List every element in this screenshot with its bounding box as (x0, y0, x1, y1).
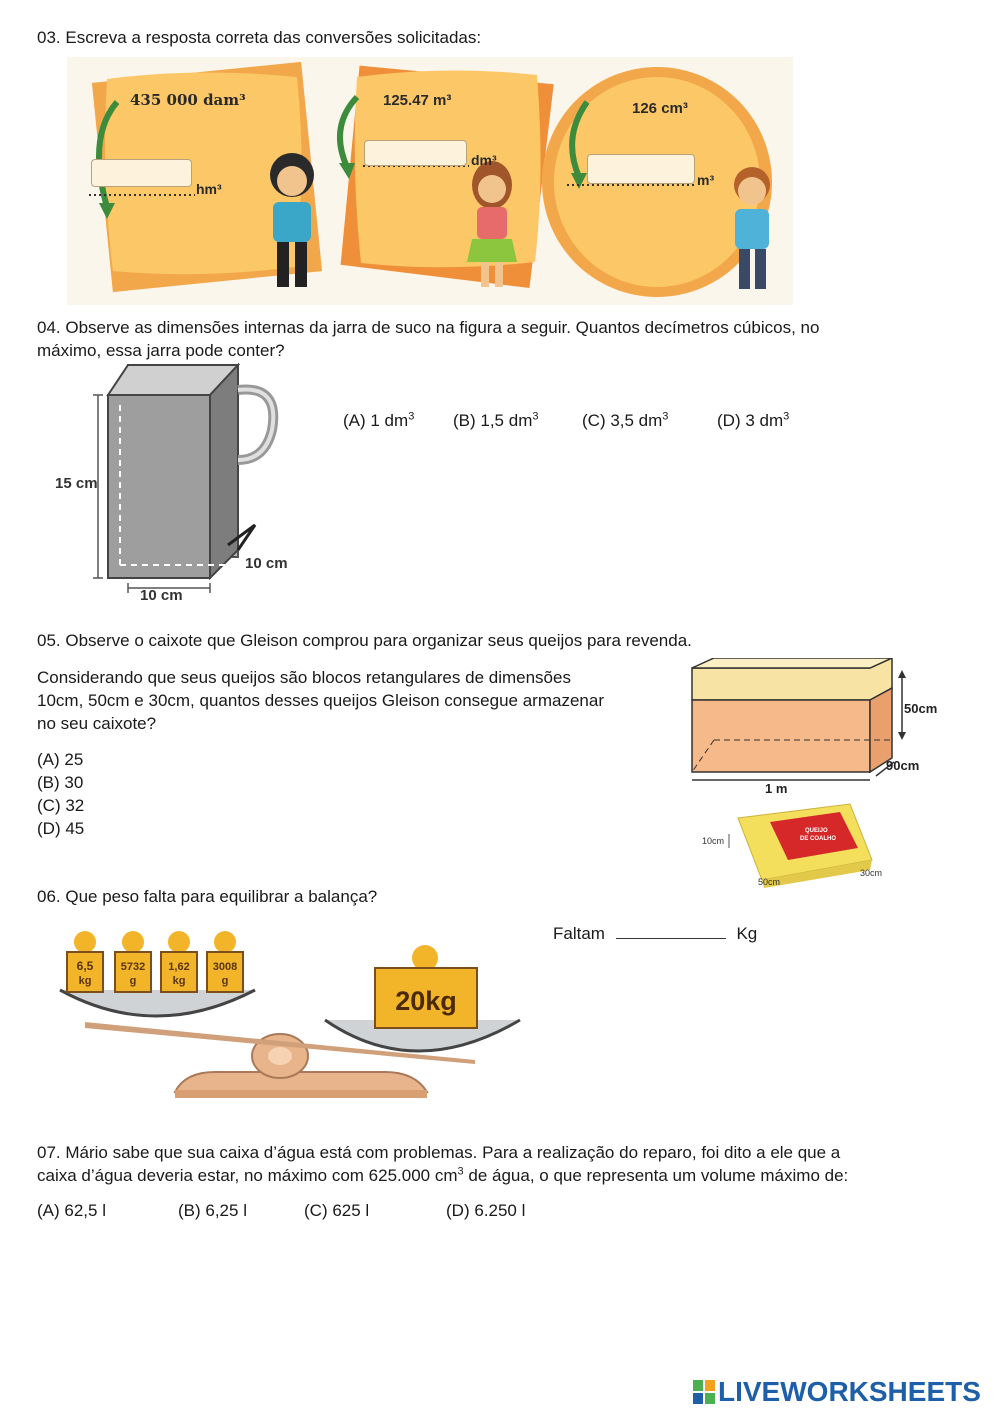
q03-title: 03. Escreva a resposta correta das conversões solicitadas: (37, 28, 482, 47)
q06-weight-3-unit: kg (172, 975, 186, 987)
q07-option-b[interactable]: (B) 6,25 l (178, 1201, 247, 1220)
q07-line2-a: caixa d’água deveria estar, no máximo com 625.000 cm (37, 1166, 458, 1185)
q05-box-depth: 90cm (886, 758, 920, 773)
q05-cheese-label-1: QUEIJO (805, 828, 828, 834)
q06-weight-2-value: 5732 (120, 961, 146, 973)
q03-answer-input-2[interactable] (364, 140, 467, 166)
q03-given-2: 125.47 m³ (383, 92, 452, 109)
q06-answer-suffix: Kg (736, 924, 758, 943)
q06-big-weight-label: 20kg (395, 986, 457, 1016)
q05-option-c[interactable]: (C) 32 (37, 796, 85, 815)
q06-title: 06. Que peso falta para equilibrar a balança? (37, 887, 378, 906)
q05-option-a[interactable]: (A) 25 (37, 750, 84, 769)
q05-cheese-image (700, 800, 895, 892)
liveworksheets-logo (693, 1376, 981, 1408)
q07-option-a[interactable]: (A) 62,5 l (37, 1201, 106, 1220)
q07-line1: 07. Mário sabe que sua caixa d’água está com problemas. Para a realização do reparo, foi dito a ele que a (37, 1143, 841, 1162)
q06-weight-4-unit: g (221, 975, 229, 987)
q03-unit-2: dm³ (471, 152, 497, 168)
q06-answer-input[interactable] (616, 924, 726, 939)
q05-crate-diagram (680, 658, 960, 798)
q07-line2 (37, 1164, 848, 1187)
q05-option-b[interactable]: (B) 30 (37, 773, 84, 792)
q04-title-line2: máximo, essa jarra pode conter? (37, 341, 285, 360)
q04-option-d-text: (D) 3 dm (717, 411, 784, 430)
q04-option-d[interactable] (717, 411, 789, 431)
q05-body-line1: Considerando que seus queijos são blocos retangulares de dimensões (37, 668, 571, 687)
q06-weight-3-value: 1,62 (168, 961, 190, 973)
q04-option-a-text: (A) 1 dm (343, 411, 409, 430)
q07-line2-sup: 3 (457, 1165, 464, 1178)
q06-weight-4-value: 3008 (212, 961, 238, 973)
q04-option-c-sup: 3 (662, 410, 669, 423)
q06-answer-prefix: Faltam (553, 924, 605, 943)
q04-option-b-text: (B) 1,5 dm (453, 411, 533, 430)
q05-cheese-label-2: DE COALHO (800, 836, 836, 842)
q06-answer (553, 922, 757, 945)
q04-dim-width: 10 cm (140, 587, 183, 604)
q05-body-line3: no seu caixote? (37, 714, 157, 733)
q04-title-line1: 04. Observe as dimensões internas da jarra de suco na figura a seguir. Quantos decímetros cúbicos, no (37, 318, 820, 337)
q06-weight-1-unit: kg (78, 975, 92, 987)
q05-box-height: 50cm (904, 701, 938, 716)
q05-cheese-h: 10cm (702, 836, 725, 846)
q06-balance-scale (55, 922, 525, 1130)
q06-weight-2-unit: g (129, 975, 137, 987)
q04-option-a-sup: 3 (408, 410, 415, 423)
q04-option-c[interactable] (582, 411, 668, 431)
q06-weight-1-value: 6,5 (76, 959, 94, 973)
liveworksheets-icon (693, 1380, 715, 1404)
q05-option-d[interactable]: (D) 45 (37, 819, 85, 838)
q04-option-d-sup: 3 (783, 410, 790, 423)
q03-answer-input-3[interactable] (587, 154, 695, 184)
q05-title: 05. Observe o caixote que Gleison comprou para organizar seus queijos para revenda. (37, 631, 692, 650)
q07-line2-b: de água, o que representa um volume máximo de: (463, 1166, 849, 1185)
q04-option-a[interactable] (343, 411, 414, 431)
q05-body-line2: 10cm, 50cm e 30cm, quantos desses queijos Gleison consegue armazenar (37, 691, 604, 710)
q04-option-b-sup: 3 (532, 410, 539, 423)
q03-given-1: 435 000 dam³ (130, 91, 246, 109)
q04-option-b[interactable] (453, 411, 538, 431)
q05-cheese-w: 50cm (758, 877, 781, 887)
q04-option-c-text: (C) 3,5 dm (582, 411, 663, 430)
q03-given-3: 126 cm³ (632, 100, 688, 117)
q03-unit-1: hm³ (196, 181, 222, 197)
q04-jar-diagram (50, 360, 310, 608)
q05-cheese-d: 30cm (860, 868, 883, 878)
q03-unit-3: m³ (697, 172, 715, 188)
q07-option-d[interactable]: (D) 6.250 l (446, 1201, 526, 1220)
q04-dim-depth: 10 cm (245, 555, 288, 572)
q03-answer-input-1[interactable] (91, 159, 192, 187)
q04-dim-height: 15 cm (55, 475, 98, 492)
q07-option-c[interactable]: (C) 625 l (304, 1201, 370, 1220)
q05-box-width: 1 m (765, 781, 788, 796)
liveworksheets-brand: LIVEWORKSHEETS (718, 1376, 981, 1407)
